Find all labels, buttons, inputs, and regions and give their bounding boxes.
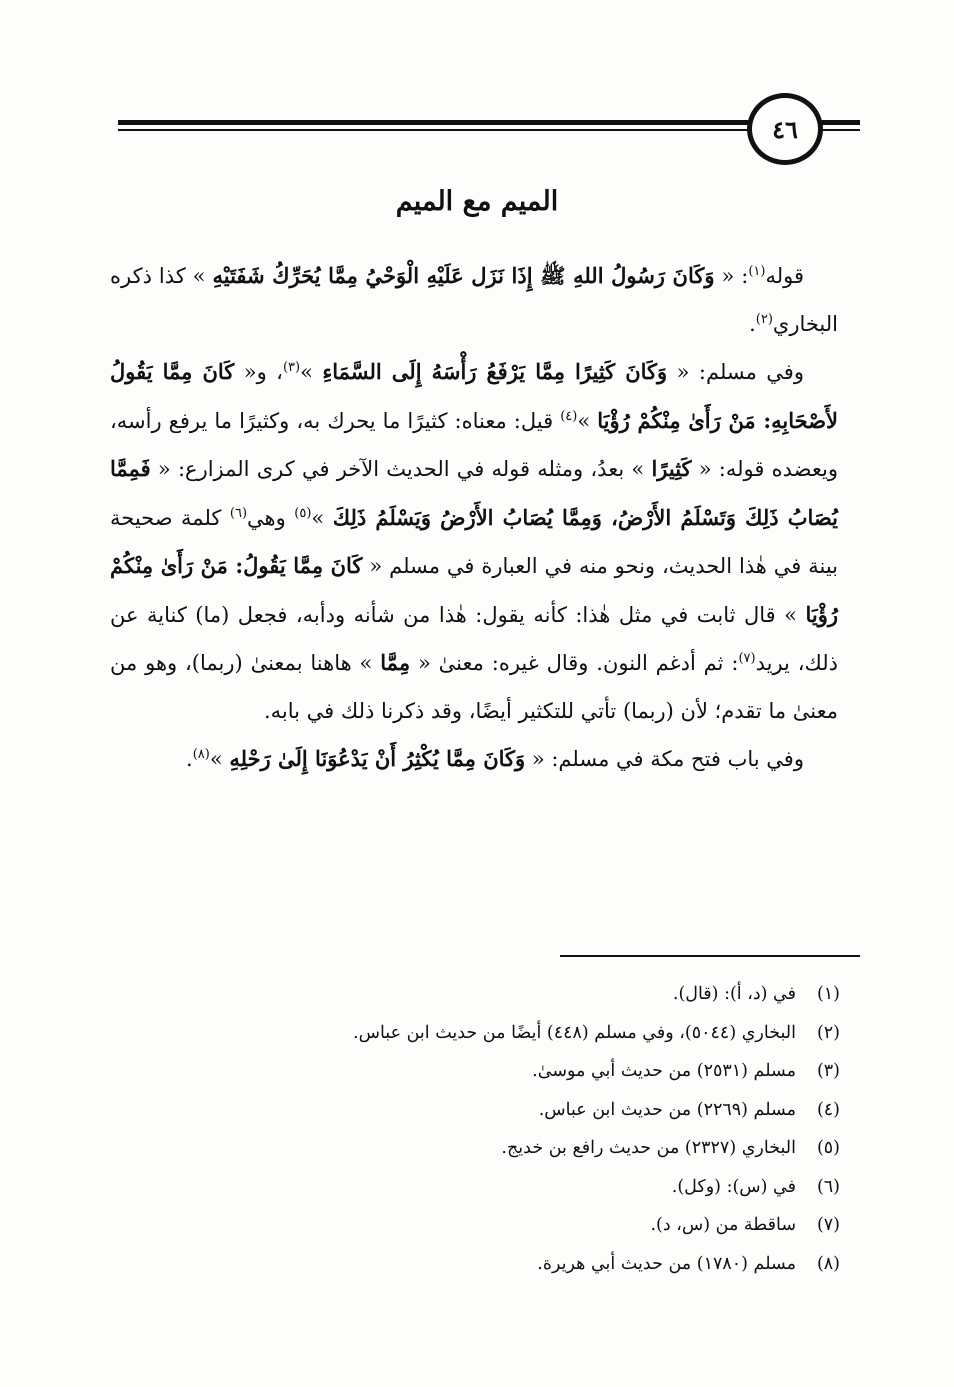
- text-run: ، و«: [234, 360, 283, 384]
- footnote-number: (١): [816, 984, 840, 1004]
- text-run: وفي مسلم: «: [667, 360, 804, 384]
- text-run: » بعدُ، ومثله قوله في الحديث الآخر في كرى المزارع: «: [150, 457, 652, 481]
- footnote: [140, 1052, 840, 1091]
- page-header: [0, 0, 954, 180]
- hadith-quote: مِمَّا: [380, 650, 411, 675]
- text-run: قوله: [765, 264, 804, 288]
- footnote-number: (٤): [816, 1099, 840, 1120]
- text-run: قيل: معناه: كثيرًا ما يحرك به، وكثيرًا ما يرفع رأسه، ويعضده قوله: «: [110, 408, 838, 481]
- text-run: : «: [714, 264, 749, 288]
- paragraph: [110, 252, 838, 348]
- hadith-quote: فَمِمَّا يُصَابُ ذَلِكَ وَتَسْلَمُ الأَرْضُ، وَمِمَّا يُصَابُ الأَرْضُ وَيَسْلَمُ ذَلِكَ: [110, 456, 838, 530]
- footnote-text: البخاري (٢٣٢٧) من حديث رافع بن خديج.: [501, 1138, 796, 1158]
- footnote-number: (٢): [816, 1022, 840, 1043]
- footnote-ref: (٣): [282, 360, 301, 375]
- text-run: : ثم أدغم النون. وقال غيره: معنىٰ «: [410, 651, 739, 675]
- footnote: [140, 1129, 840, 1168]
- page-number: ٤٦: [772, 114, 798, 144]
- text-run: .: [749, 311, 756, 336]
- footnote-text: مسلم (٢٢٦٩) من حديث ابن عباس.: [538, 1099, 796, 1120]
- footnote-text: ساقطة من (س، د).: [650, 1215, 796, 1235]
- paragraph: [110, 348, 838, 735]
- text-run: كلمة صحيحة بينة في هٰذا الحديث، ونحو منه في العبارة في مسلم «: [110, 505, 838, 578]
- hadith-quote: وَكَانَ مِمَّا يُكْثِرُ أَنْ يَدْعُوَنَا إِلَىٰ رَحْلِهِ: [229, 746, 526, 771]
- text-run: »: [300, 360, 323, 384]
- header-rule-right-thin: [820, 129, 860, 131]
- text-run: »: [577, 408, 598, 433]
- header-rule-thick: [118, 120, 750, 125]
- footnote: [140, 975, 840, 1014]
- header-rule-right-thick: [820, 120, 860, 125]
- footnote-ref: (٨): [192, 747, 210, 762]
- text-run: » هاهنا بمعنىٰ (ربما)، وهو من معنىٰ ما تقدم؛ لأن (ربما) تأتي للتكثير أيضًا، وقد ذكرنا ذلك في بابه.: [110, 651, 838, 723]
- text-run: .: [186, 747, 193, 771]
- footnote: [140, 1091, 840, 1130]
- footnote-text: البخاري (٥٠٤٤)، وفي مسلم (٤٤٨) أيضًا من حديث ابن عباس.: [353, 1022, 796, 1043]
- footnote-ref: (٤): [560, 408, 578, 424]
- footnote-number: (٧): [816, 1215, 840, 1235]
- footnote-ref: (٥): [294, 505, 312, 521]
- footnote-text: في (د، أ): (قال).: [672, 984, 796, 1004]
- footnote-number: (٦): [816, 1176, 840, 1197]
- hadith-quote: كَثِيرًا: [651, 456, 692, 481]
- footnote-separator: [560, 955, 860, 957]
- footnote: [140, 1014, 840, 1053]
- hadith-quote: كَانَ مِمَّا يَقُولُ: مَنْ رَأَىٰ مِنْكُمْ رُؤْيَا: [110, 553, 838, 627]
- footnote-ref: (٧): [738, 651, 756, 666]
- footnote-ref: (٦): [229, 505, 248, 521]
- footnote-ref: (١): [748, 264, 766, 279]
- text-run: وهي: [247, 505, 295, 530]
- text-run: » كذا ذكره البخاري: [110, 264, 838, 336]
- hadith-quote: وَكَانَ كَثِيرًا مِمَّا يَرْفَعُ رَأْسَهُ إِلَى السَّمَاءِ: [322, 359, 668, 384]
- footnote-number: (٣): [816, 1061, 840, 1081]
- text-run: »: [311, 505, 333, 530]
- footnote-text: مسلم (١٧٨٠) من حديث أبي هريرة.: [537, 1253, 796, 1274]
- footnote-number: (٥): [816, 1138, 840, 1158]
- footnote: [140, 1168, 840, 1207]
- text-run: وفي باب فتح مكة في مسلم: «: [525, 747, 804, 771]
- footnote: [140, 1206, 840, 1245]
- footnote-text: في (س): (وكل).: [671, 1176, 796, 1197]
- page-number-badge: [747, 93, 823, 165]
- text-run: »: [209, 747, 230, 771]
- hadith-quote: وَكَانَ رَسُولُ اللهِ ﷺ إِذَا نَزَل عَلَيْهِ الْوَحْيُ مِمَّا يُحَرِّكُ شَفَتَيْهِ: [212, 263, 715, 288]
- footnote: [140, 1245, 840, 1284]
- header-rule-thin: [118, 129, 750, 131]
- footnote-ref: (٢): [755, 311, 773, 327]
- footnote-text: مسلم (٢٥٣١) من حديث أبي موسىٰ.: [532, 1061, 796, 1081]
- hadith-quote: كَانَ مِمَّا يَقُولُ لأَصْحَابِهِ: مَنْ رَأَىٰ مِنْكُمْ رُؤْيَا: [110, 359, 838, 433]
- text-run: » قال ثابت في مثل هٰذا: كأنه يقول: هٰذا من شأنه ودأبه، فجعل (ما) كناية عن ذلك، يريد: [110, 602, 838, 675]
- paragraph: [110, 735, 838, 784]
- footnote-number: (٨): [816, 1253, 840, 1274]
- body-text: [110, 252, 838, 784]
- footnotes: [140, 975, 840, 1283]
- chapter-title: الميم مع الميم: [395, 186, 559, 217]
